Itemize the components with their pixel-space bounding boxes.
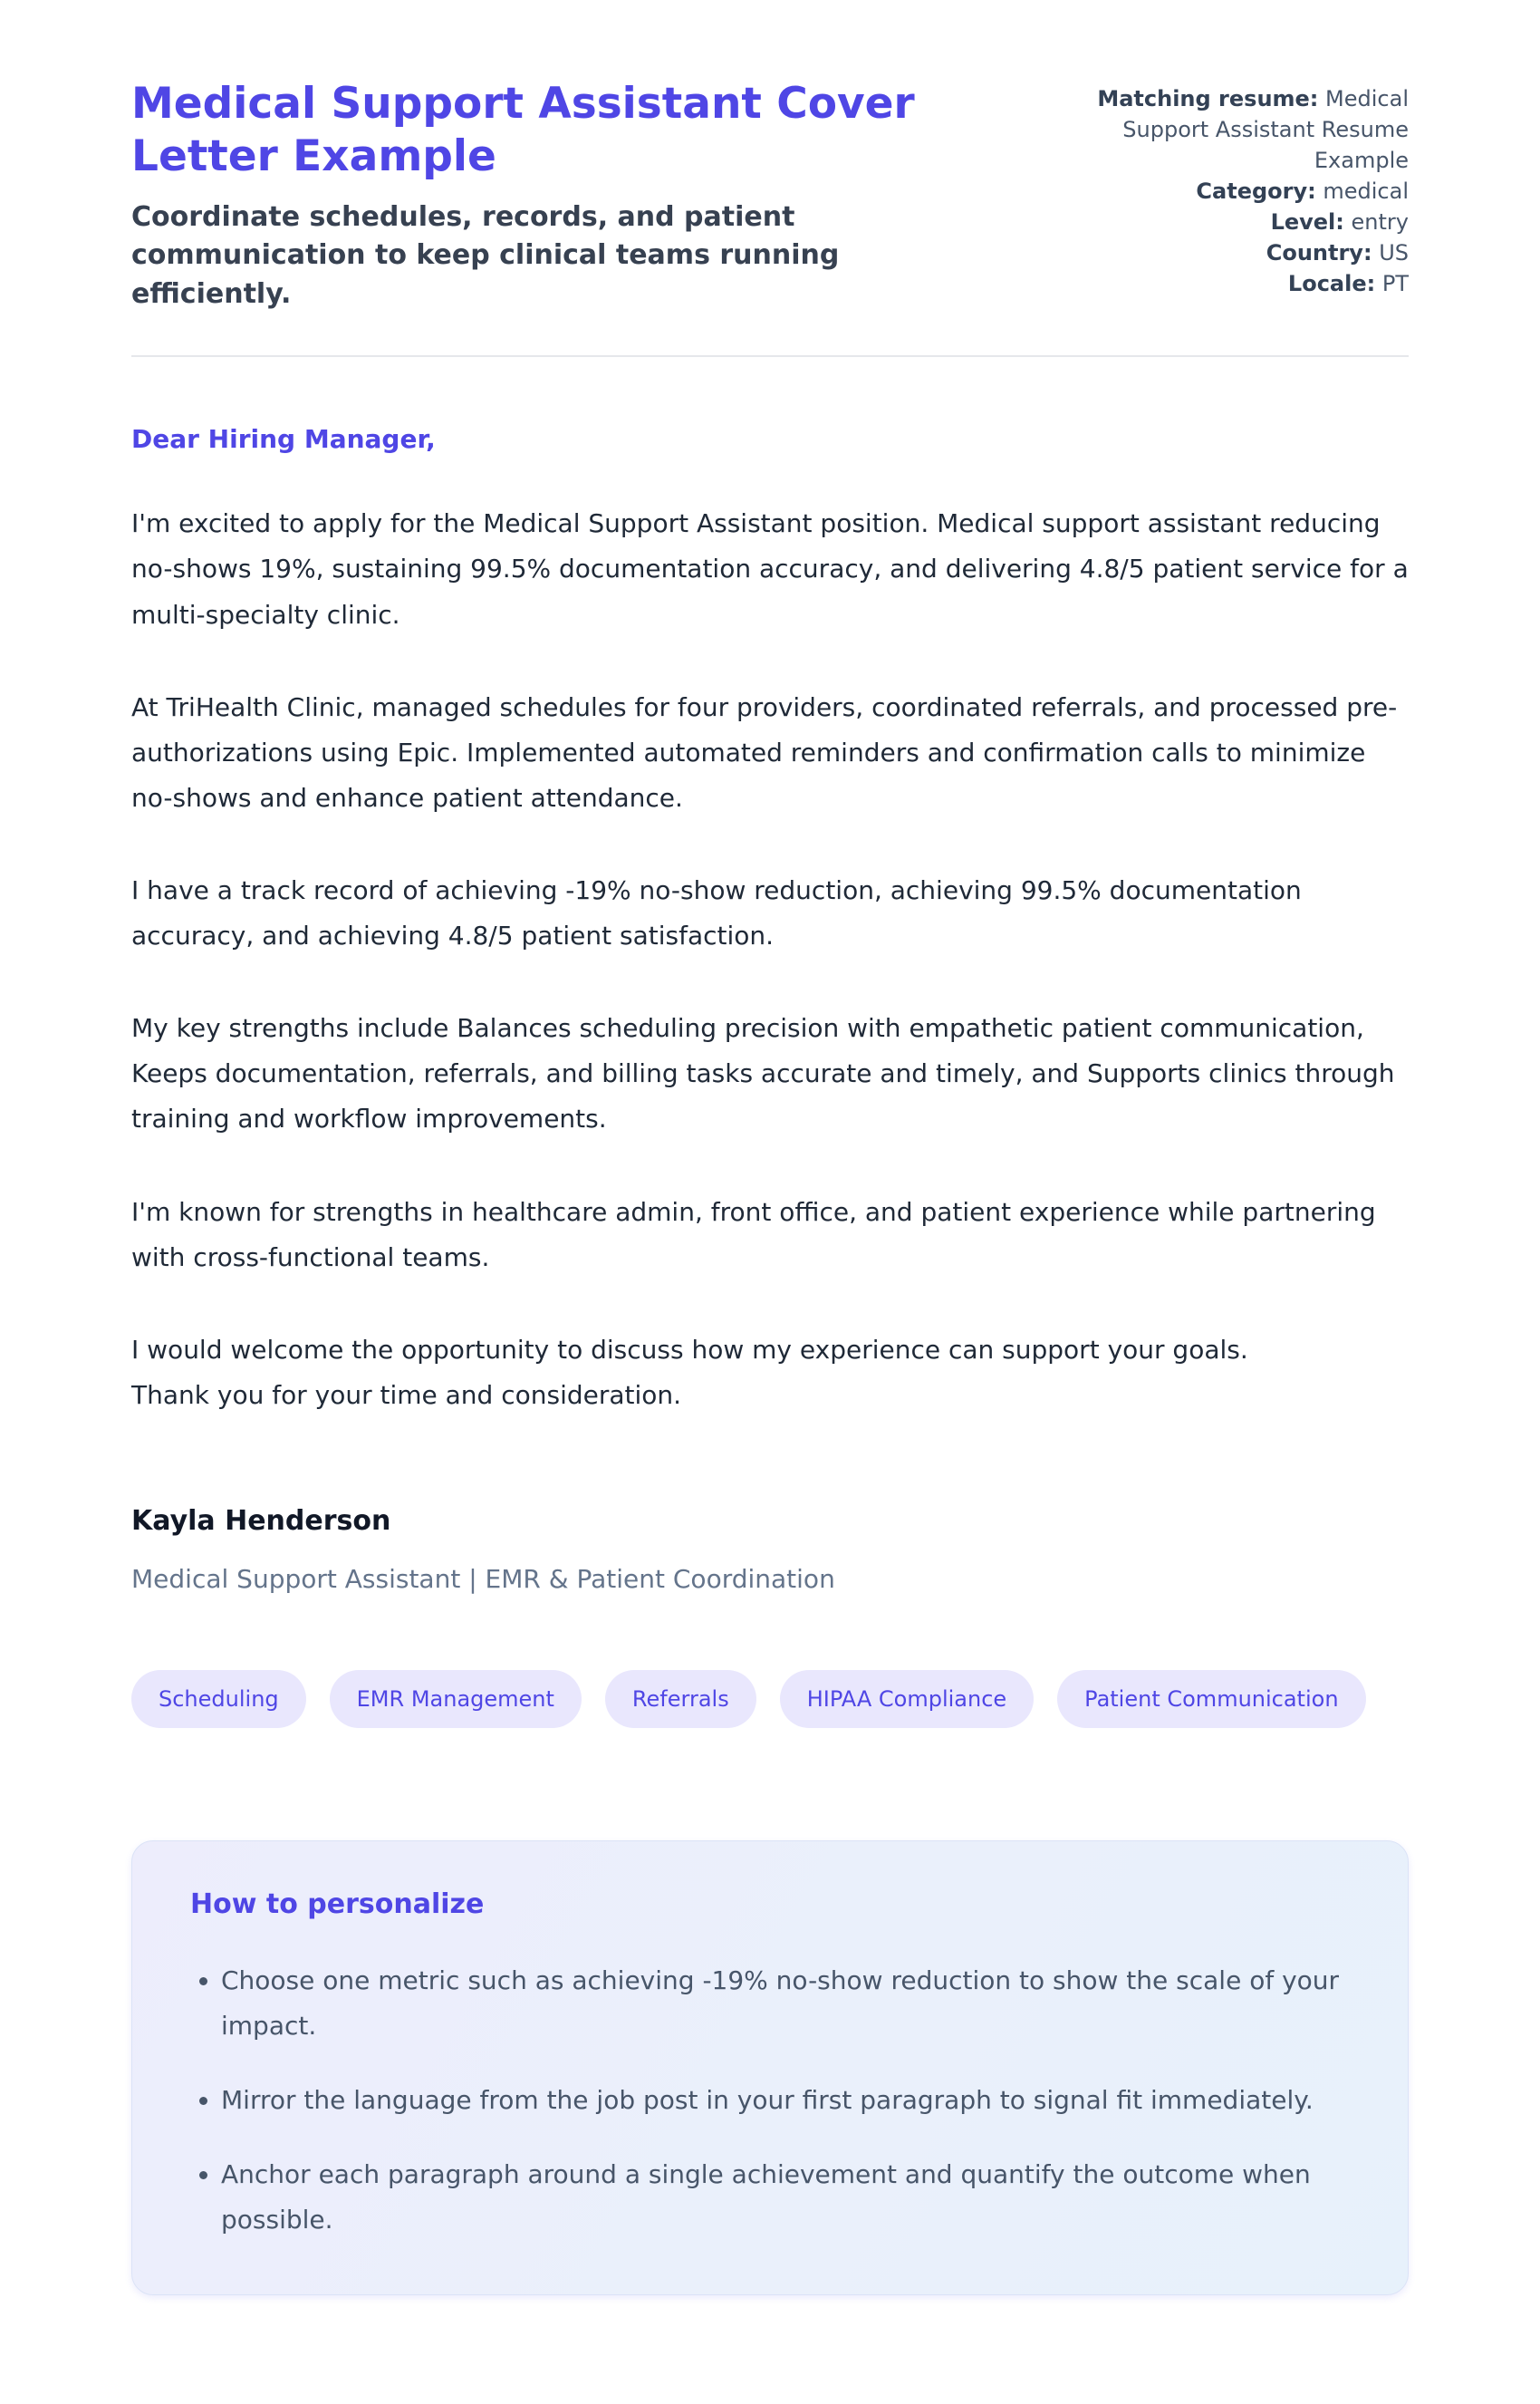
- personalize-tip: • Mirror the language from the job post in your first paragraph to signal fit immediately.: [221, 2078, 1350, 2123]
- tag-pill-patient-communication[interactable]: Patient Communication: [1057, 1670, 1365, 1728]
- page-header: [131, 78, 1409, 314]
- meta-label: Level:: [1270, 209, 1344, 236]
- meta-locale: [1046, 268, 1409, 299]
- meta-value: Medical Support Assistant Resume Example: [1122, 86, 1409, 174]
- meta-value: US: [1379, 240, 1409, 266]
- signature-name: Kayla Henderson: [131, 1504, 391, 1537]
- meta-label: Country:: [1266, 240, 1372, 266]
- personalize-heading: How to personalize: [190, 1887, 485, 1920]
- tag-pill-referrals[interactable]: Referrals: [605, 1670, 756, 1728]
- tag-list: [131, 1670, 1409, 1728]
- personalize-tip: • Anchor each paragraph around a single achievement and quantify the outcome when possible.: [221, 2152, 1350, 2243]
- tag-pill-hipaa-compliance[interactable]: HIPAA Compliance: [780, 1670, 1034, 1728]
- meta-value: medical: [1323, 179, 1409, 205]
- meta-label: Matching resume:: [1097, 86, 1319, 111]
- meta-label: Locale:: [1287, 271, 1376, 297]
- letter-paragraph: At TriHealth Clinic, managed schedules for four providers, coordinated referrals, and processed pre-authorizations using Epic. Implemented automated reminders and confirmation calls to minimize no-shows and enhance patient attendance.: [131, 691, 1398, 813]
- page-subtitle: Coordinate schedules, records, and patient communication to keep clinical teams running efficiently.: [131, 200, 840, 310]
- meta-value: entry: [1351, 209, 1409, 236]
- personalize-list: [190, 1958, 1350, 2244]
- letter-paragraph: I would welcome the opportunity to discuss how my experience can support your goals.: [131, 1334, 1248, 1365]
- personalize-box: [131, 1840, 1409, 2295]
- meta-value: PT: [1381, 271, 1409, 297]
- greeting: Dear Hiring Manager,: [131, 424, 436, 455]
- page-title: Medical Support Assistant Cover Letter Example: [131, 79, 915, 182]
- header-title-block: [131, 78, 1010, 314]
- letter-paragraph: I have a track record of achieving -19% no-show reduction, achieving 99.5% documentation accuracy, and achieving 4.8/5 patient satisfaction.: [131, 874, 1302, 951]
- letter-body: [131, 424, 1409, 2294]
- meta-country: [1046, 237, 1409, 268]
- header-divider: [131, 355, 1409, 357]
- letter-paragraph: I'm known for strengths in healthcare admin, front office, and patient experience while partnering with cross-functional teams.: [131, 1196, 1376, 1272]
- meta-level: [1046, 207, 1409, 237]
- meta-label: Category:: [1196, 179, 1316, 205]
- signature-role: Medical Support Assistant | EMR & Patient Coordination: [131, 1563, 835, 1594]
- meta-category: [1046, 176, 1409, 207]
- meta-block: [1046, 78, 1409, 300]
- letter-paragraph: My key strengths include Balances scheduling precision with empathetic patient communication, Keeps documentation, referrals, and billing tasks accurate and timely, and Supports clinics through training and workflow improvements.: [131, 1013, 1395, 1134]
- letter-paragraph: I'm excited to apply for the Medical Support Assistant position. Medical support assistant reducing no-shows 19%, sustaining 99.5% documentation accuracy, and delivering 4.8/5 patient service for a multi-specialty clinic.: [131, 508, 1409, 630]
- tag-pill-emr-management[interactable]: EMR Management: [330, 1670, 582, 1728]
- tag-pill-scheduling[interactable]: Scheduling: [131, 1670, 306, 1728]
- personalize-tip: • Choose one metric such as achieving -19% no-show reduction to show the scale of your impact.: [221, 1958, 1350, 2049]
- letter-paragraph: Thank you for your time and consideration.: [131, 1379, 682, 1410]
- meta-matching-resume: [1046, 83, 1409, 176]
